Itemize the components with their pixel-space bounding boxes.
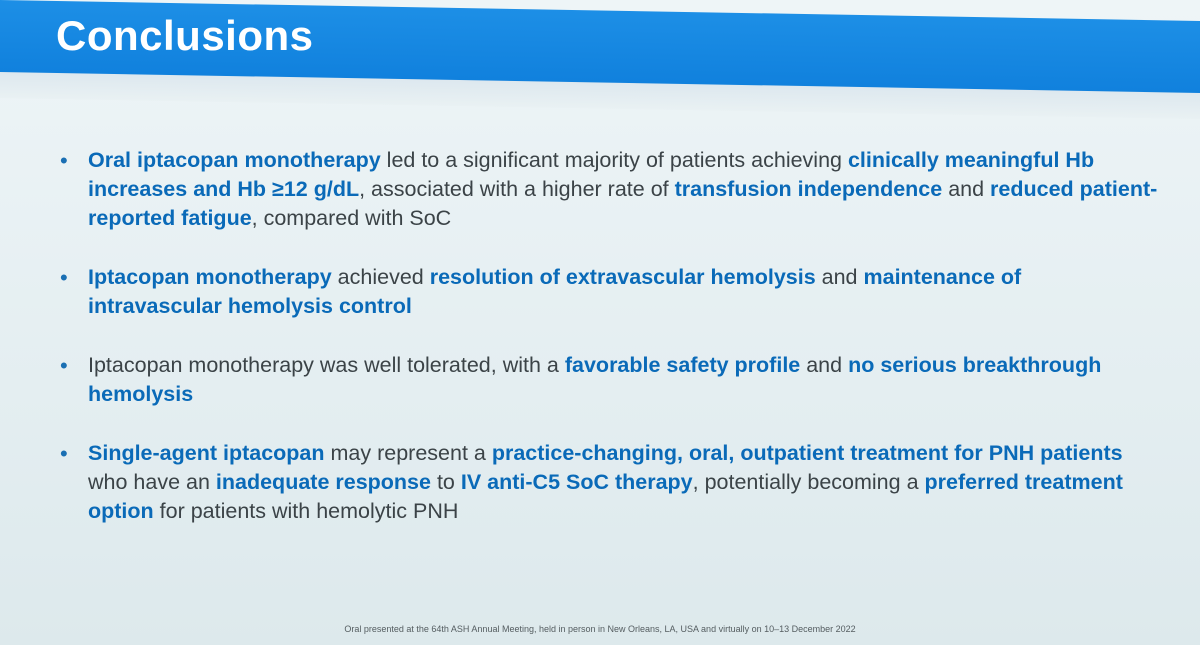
body-text: led to a significant majority of patients achieving [380, 148, 848, 172]
bullet-marker: • [60, 441, 68, 466]
emphasis-text: reduced patient-reported fatigue [88, 177, 1158, 230]
body-text: may represent a [324, 441, 492, 465]
bullet-text [88, 265, 1021, 318]
emphasis-text: inadequate response [215, 470, 431, 494]
bullet-text [88, 353, 1101, 406]
body-text: achieved [331, 265, 430, 289]
body-text: for patients with hemolytic PNH [153, 499, 459, 523]
bullet-marker: • [60, 265, 68, 290]
emphasis-text: IV anti-C5 SoC therapy [460, 470, 693, 494]
bullet-item [60, 146, 1160, 233]
bullet-item [60, 439, 1160, 526]
slide-title: Conclusions [56, 12, 314, 59]
emphasis-text: maintenance of intravascular hemolysis control [88, 265, 1022, 318]
emphasis-text: transfusion independence [674, 177, 943, 201]
body-text: to [430, 470, 461, 494]
bullet-text [88, 441, 1123, 523]
bullet-marker: • [60, 148, 68, 173]
bullet-item [60, 351, 1160, 409]
bullet-text [88, 148, 1157, 230]
emphasis-text: no serious breakthrough hemolysis [88, 353, 1102, 406]
meeting-footnote: Oral presented at the 64th ASH Annual Meeting, held in person in New Orleans, LA, USA and virtually on 10–13 December 2022 [344, 624, 856, 634]
body-text: , compared with SoC [251, 206, 452, 230]
emphasis-text: Iptacopan monotherapy [88, 265, 332, 289]
conclusions-list [60, 146, 1160, 556]
body-text: Iptacopan monotherapy was well tolerated, with a [88, 353, 565, 377]
bullet-item [60, 263, 1160, 321]
body-text: , potentially becoming a [692, 470, 925, 494]
bullet-marker: • [60, 353, 68, 378]
emphasis-text: favorable safety profile [564, 353, 801, 377]
emphasis-text: resolution of extravascular hemolysis [429, 265, 816, 289]
body-text: and [942, 177, 991, 201]
emphasis-text: practice-changing, oral, outpatient treatment for PNH patients [491, 441, 1123, 465]
body-text: who have an [88, 470, 216, 494]
body-text: and [815, 265, 864, 289]
emphasis-text: Single-agent iptacopan [88, 441, 325, 465]
body-text: and [800, 353, 849, 377]
emphasis-text: clinically meaningful Hb increases and Hb ≥12 g/dL [88, 148, 1095, 201]
emphasis-text: Oral iptacopan monotherapy [88, 148, 381, 172]
emphasis-text: preferred treatment option [88, 470, 1123, 523]
body-text: , associated with a higher rate of [359, 177, 675, 201]
